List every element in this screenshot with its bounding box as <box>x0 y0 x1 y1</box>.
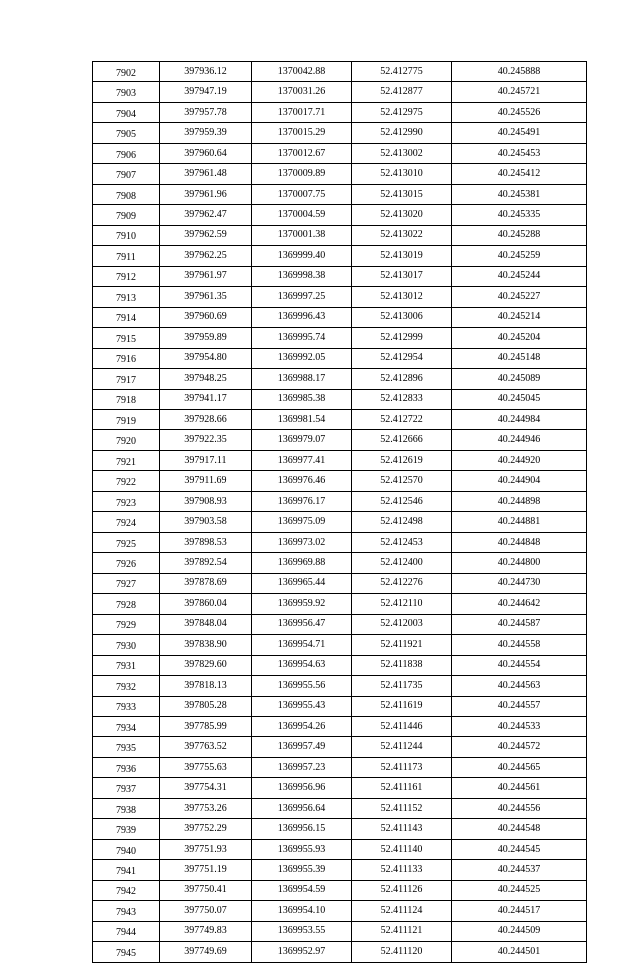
northing-cell: 1369955.56 <box>252 676 352 696</box>
longitude-cell: 40.244561 <box>452 778 587 798</box>
longitude-cell: 40.244898 <box>452 491 587 511</box>
point-id-cell: 7934 <box>93 717 160 737</box>
easting-cell: 397749.83 <box>160 921 252 941</box>
point-id-cell: 7942 <box>93 880 160 900</box>
table-row <box>93 82 587 102</box>
northing-cell: 1369969.88 <box>252 553 352 573</box>
longitude-cell: 40.244563 <box>452 676 587 696</box>
table-row <box>93 409 587 429</box>
northing-cell: 1369954.71 <box>252 635 352 655</box>
easting-cell: 397785.99 <box>160 717 252 737</box>
longitude-cell: 40.245148 <box>452 348 587 368</box>
table-row <box>93 798 587 818</box>
longitude-cell: 40.245089 <box>452 369 587 389</box>
latitude-cell: 52.413002 <box>352 143 452 163</box>
easting-cell: 397805.28 <box>160 696 252 716</box>
table-row <box>93 491 587 511</box>
northing-cell: 1370042.88 <box>252 62 352 82</box>
table-row <box>93 532 587 552</box>
easting-cell: 397954.80 <box>160 348 252 368</box>
easting-cell: 397959.39 <box>160 123 252 143</box>
point-id-cell: 7915 <box>93 328 160 348</box>
table-row <box>93 594 587 614</box>
longitude-cell: 40.244533 <box>452 717 587 737</box>
table-row <box>93 553 587 573</box>
latitude-cell: 52.411838 <box>352 655 452 675</box>
latitude-cell: 52.412999 <box>352 328 452 348</box>
longitude-cell: 40.244554 <box>452 655 587 675</box>
table-row <box>93 348 587 368</box>
easting-cell: 397751.19 <box>160 860 252 880</box>
northing-cell: 1369979.07 <box>252 430 352 450</box>
point-id-cell: 7944 <box>93 921 160 941</box>
northing-cell: 1369959.92 <box>252 594 352 614</box>
longitude-cell: 40.244904 <box>452 471 587 491</box>
longitude-cell: 40.244556 <box>452 798 587 818</box>
table-row <box>93 450 587 470</box>
table-row <box>93 614 587 634</box>
easting-cell: 397878.69 <box>160 573 252 593</box>
northing-cell: 1369955.39 <box>252 860 352 880</box>
latitude-cell: 52.413010 <box>352 164 452 184</box>
latitude-cell: 52.412833 <box>352 389 452 409</box>
longitude-cell: 40.244557 <box>452 696 587 716</box>
longitude-cell: 40.244558 <box>452 635 587 655</box>
table-row <box>93 307 587 327</box>
northing-cell: 1369981.54 <box>252 409 352 429</box>
easting-cell: 397962.25 <box>160 246 252 266</box>
northing-cell: 1369956.96 <box>252 778 352 798</box>
northing-cell: 1369954.10 <box>252 901 352 921</box>
longitude-cell: 40.244946 <box>452 430 587 450</box>
northing-cell: 1369985.38 <box>252 389 352 409</box>
longitude-cell: 40.244587 <box>452 614 587 634</box>
northing-cell: 1370017.71 <box>252 102 352 122</box>
longitude-cell: 40.245214 <box>452 307 587 327</box>
longitude-cell: 40.245045 <box>452 389 587 409</box>
latitude-cell: 52.411121 <box>352 921 452 941</box>
latitude-cell: 52.411446 <box>352 717 452 737</box>
easting-cell: 397752.29 <box>160 819 252 839</box>
point-id-cell: 7927 <box>93 573 160 593</box>
point-id-cell: 7922 <box>93 471 160 491</box>
point-id-cell: 7908 <box>93 184 160 204</box>
longitude-cell: 40.244501 <box>452 942 587 962</box>
easting-cell: 397961.96 <box>160 184 252 204</box>
longitude-cell: 40.244642 <box>452 594 587 614</box>
northing-cell: 1369997.25 <box>252 287 352 307</box>
latitude-cell: 52.411143 <box>352 819 452 839</box>
easting-cell: 397922.35 <box>160 430 252 450</box>
coordinates-table-body <box>93 62 587 963</box>
longitude-cell: 40.244920 <box>452 450 587 470</box>
point-id-cell: 7939 <box>93 819 160 839</box>
longitude-cell: 40.245244 <box>452 266 587 286</box>
latitude-cell: 52.411120 <box>352 942 452 962</box>
northing-cell: 1369965.44 <box>252 573 352 593</box>
longitude-cell: 40.244800 <box>452 553 587 573</box>
longitude-cell: 40.245888 <box>452 62 587 82</box>
northing-cell: 1369998.38 <box>252 266 352 286</box>
point-id-cell: 7941 <box>93 860 160 880</box>
easting-cell: 397898.53 <box>160 532 252 552</box>
table-row <box>93 921 587 941</box>
longitude-cell: 40.244545 <box>452 839 587 859</box>
longitude-cell: 40.244848 <box>452 532 587 552</box>
latitude-cell: 52.411152 <box>352 798 452 818</box>
point-id-cell: 7945 <box>93 942 160 962</box>
longitude-cell: 40.244984 <box>452 409 587 429</box>
table-row <box>93 676 587 696</box>
northing-cell: 1370009.89 <box>252 164 352 184</box>
easting-cell: 397755.63 <box>160 757 252 777</box>
easting-cell: 397908.93 <box>160 491 252 511</box>
northing-cell: 1369976.46 <box>252 471 352 491</box>
easting-cell: 397848.04 <box>160 614 252 634</box>
longitude-cell: 40.244730 <box>452 573 587 593</box>
latitude-cell: 52.413012 <box>352 287 452 307</box>
northing-cell: 1369957.49 <box>252 737 352 757</box>
point-id-cell: 7917 <box>93 369 160 389</box>
table-row <box>93 123 587 143</box>
easting-cell: 397751.93 <box>160 839 252 859</box>
point-id-cell: 7905 <box>93 123 160 143</box>
point-id-cell: 7935 <box>93 737 160 757</box>
latitude-cell: 52.412975 <box>352 102 452 122</box>
table-row <box>93 266 587 286</box>
longitude-cell: 40.244881 <box>452 512 587 532</box>
longitude-cell: 40.245335 <box>452 205 587 225</box>
table-row <box>93 184 587 204</box>
longitude-cell: 40.244517 <box>452 901 587 921</box>
latitude-cell: 52.412990 <box>352 123 452 143</box>
table-row <box>93 942 587 962</box>
northing-cell: 1370031.26 <box>252 82 352 102</box>
table-row <box>93 655 587 675</box>
point-id-cell: 7903 <box>93 82 160 102</box>
northing-cell: 1370015.29 <box>252 123 352 143</box>
latitude-cell: 52.411124 <box>352 901 452 921</box>
point-id-cell: 7904 <box>93 102 160 122</box>
table-row <box>93 860 587 880</box>
point-id-cell: 7902 <box>93 62 160 82</box>
table-row <box>93 737 587 757</box>
longitude-cell: 40.244572 <box>452 737 587 757</box>
point-id-cell: 7913 <box>93 287 160 307</box>
table-row <box>93 717 587 737</box>
table-row <box>93 287 587 307</box>
easting-cell: 397959.89 <box>160 328 252 348</box>
point-id-cell: 7906 <box>93 143 160 163</box>
latitude-cell: 52.412775 <box>352 62 452 82</box>
point-id-cell: 7919 <box>93 409 160 429</box>
point-id-cell: 7920 <box>93 430 160 450</box>
northing-cell: 1369996.43 <box>252 307 352 327</box>
easting-cell: 397957.78 <box>160 102 252 122</box>
table-row <box>93 696 587 716</box>
point-id-cell: 7932 <box>93 676 160 696</box>
table-row <box>93 328 587 348</box>
northing-cell: 1370004.59 <box>252 205 352 225</box>
table-row <box>93 471 587 491</box>
latitude-cell: 52.412110 <box>352 594 452 614</box>
northing-cell: 1369952.97 <box>252 942 352 962</box>
easting-cell: 397911.69 <box>160 471 252 491</box>
point-id-cell: 7937 <box>93 778 160 798</box>
latitude-cell: 52.411619 <box>352 696 452 716</box>
northing-cell: 1369976.17 <box>252 491 352 511</box>
easting-cell: 397829.60 <box>160 655 252 675</box>
northing-cell: 1370007.75 <box>252 184 352 204</box>
point-id-cell: 7929 <box>93 614 160 634</box>
table-row <box>93 635 587 655</box>
latitude-cell: 52.412722 <box>352 409 452 429</box>
easting-cell: 397917.11 <box>160 450 252 470</box>
easting-cell: 397962.47 <box>160 205 252 225</box>
latitude-cell: 52.413019 <box>352 246 452 266</box>
easting-cell: 397860.04 <box>160 594 252 614</box>
latitude-cell: 52.411133 <box>352 860 452 880</box>
point-id-cell: 7931 <box>93 655 160 675</box>
longitude-cell: 40.244565 <box>452 757 587 777</box>
easting-cell: 397750.07 <box>160 901 252 921</box>
point-id-cell: 7911 <box>93 246 160 266</box>
northing-cell: 1369992.05 <box>252 348 352 368</box>
table-row <box>93 369 587 389</box>
latitude-cell: 52.412619 <box>352 450 452 470</box>
easting-cell: 397903.58 <box>160 512 252 532</box>
northing-cell: 1369975.09 <box>252 512 352 532</box>
easting-cell: 397749.69 <box>160 942 252 962</box>
easting-cell: 397750.41 <box>160 880 252 900</box>
easting-cell: 397838.90 <box>160 635 252 655</box>
point-id-cell: 7923 <box>93 491 160 511</box>
point-id-cell: 7933 <box>93 696 160 716</box>
point-id-cell: 7918 <box>93 389 160 409</box>
table-row <box>93 778 587 798</box>
easting-cell: 397961.48 <box>160 164 252 184</box>
latitude-cell: 52.412400 <box>352 553 452 573</box>
latitude-cell: 52.411173 <box>352 757 452 777</box>
northing-cell: 1369954.59 <box>252 880 352 900</box>
table-row <box>93 102 587 122</box>
latitude-cell: 52.412570 <box>352 471 452 491</box>
northing-cell: 1369954.26 <box>252 717 352 737</box>
table-row <box>93 205 587 225</box>
longitude-cell: 40.245204 <box>452 328 587 348</box>
northing-cell: 1369956.15 <box>252 819 352 839</box>
point-id-cell: 7909 <box>93 205 160 225</box>
longitude-cell: 40.244537 <box>452 860 587 880</box>
point-id-cell: 7930 <box>93 635 160 655</box>
table-row <box>93 246 587 266</box>
point-id-cell: 7912 <box>93 266 160 286</box>
easting-cell: 397892.54 <box>160 553 252 573</box>
easting-cell: 397753.26 <box>160 798 252 818</box>
latitude-cell: 52.411126 <box>352 880 452 900</box>
table-row <box>93 164 587 184</box>
point-id-cell: 7907 <box>93 164 160 184</box>
table-row <box>93 880 587 900</box>
table-row <box>93 512 587 532</box>
point-id-cell: 7921 <box>93 450 160 470</box>
longitude-cell: 40.244548 <box>452 819 587 839</box>
northing-cell: 1369955.93 <box>252 839 352 859</box>
table-row <box>93 839 587 859</box>
latitude-cell: 52.413020 <box>352 205 452 225</box>
northing-cell: 1369988.17 <box>252 369 352 389</box>
easting-cell: 397961.97 <box>160 266 252 286</box>
coordinates-table <box>92 61 587 963</box>
latitude-cell: 52.411161 <box>352 778 452 798</box>
table-row <box>93 225 587 245</box>
point-id-cell: 7910 <box>93 225 160 245</box>
point-id-cell: 7928 <box>93 594 160 614</box>
latitude-cell: 52.411735 <box>352 676 452 696</box>
longitude-cell: 40.245412 <box>452 164 587 184</box>
point-id-cell: 7943 <box>93 901 160 921</box>
easting-cell: 397962.59 <box>160 225 252 245</box>
table-row <box>93 573 587 593</box>
northing-cell: 1369977.41 <box>252 450 352 470</box>
latitude-cell: 52.412877 <box>352 82 452 102</box>
latitude-cell: 52.411244 <box>352 737 452 757</box>
point-id-cell: 7926 <box>93 553 160 573</box>
table-row <box>93 389 587 409</box>
easting-cell: 397947.19 <box>160 82 252 102</box>
latitude-cell: 52.412003 <box>352 614 452 634</box>
latitude-cell: 52.412954 <box>352 348 452 368</box>
point-id-cell: 7925 <box>93 532 160 552</box>
longitude-cell: 40.244509 <box>452 921 587 941</box>
point-id-cell: 7936 <box>93 757 160 777</box>
latitude-cell: 52.411921 <box>352 635 452 655</box>
longitude-cell: 40.245721 <box>452 82 587 102</box>
longitude-cell: 40.245491 <box>452 123 587 143</box>
point-id-cell: 7916 <box>93 348 160 368</box>
easting-cell: 397960.64 <box>160 143 252 163</box>
easting-cell: 397936.12 <box>160 62 252 82</box>
latitude-cell: 52.412276 <box>352 573 452 593</box>
table-row <box>93 901 587 921</box>
longitude-cell: 40.244525 <box>452 880 587 900</box>
table-row <box>93 430 587 450</box>
longitude-cell: 40.245381 <box>452 184 587 204</box>
table-row <box>93 819 587 839</box>
northing-cell: 1369956.47 <box>252 614 352 634</box>
longitude-cell: 40.245259 <box>452 246 587 266</box>
easting-cell: 397948.25 <box>160 369 252 389</box>
latitude-cell: 52.412498 <box>352 512 452 532</box>
northing-cell: 1369956.64 <box>252 798 352 818</box>
northing-cell: 1369953.55 <box>252 921 352 941</box>
easting-cell: 397960.69 <box>160 307 252 327</box>
easting-cell: 397961.35 <box>160 287 252 307</box>
easting-cell: 397763.52 <box>160 737 252 757</box>
longitude-cell: 40.245227 <box>452 287 587 307</box>
northing-cell: 1369995.74 <box>252 328 352 348</box>
northing-cell: 1369954.63 <box>252 655 352 675</box>
northing-cell: 1370001.38 <box>252 225 352 245</box>
northing-cell: 1370012.67 <box>252 143 352 163</box>
latitude-cell: 52.413017 <box>352 266 452 286</box>
latitude-cell: 52.413015 <box>352 184 452 204</box>
longitude-cell: 40.245288 <box>452 225 587 245</box>
northing-cell: 1369999.40 <box>252 246 352 266</box>
point-id-cell: 7914 <box>93 307 160 327</box>
easting-cell: 397928.66 <box>160 409 252 429</box>
northing-cell: 1369957.23 <box>252 757 352 777</box>
point-id-cell: 7938 <box>93 798 160 818</box>
longitude-cell: 40.245526 <box>452 102 587 122</box>
latitude-cell: 52.412896 <box>352 369 452 389</box>
northing-cell: 1369955.43 <box>252 696 352 716</box>
latitude-cell: 52.412546 <box>352 491 452 511</box>
easting-cell: 397754.31 <box>160 778 252 798</box>
table-row <box>93 757 587 777</box>
table-row <box>93 62 587 82</box>
latitude-cell: 52.411140 <box>352 839 452 859</box>
latitude-cell: 52.412453 <box>352 532 452 552</box>
northing-cell: 1369973.02 <box>252 532 352 552</box>
longitude-cell: 40.245453 <box>452 143 587 163</box>
table-row <box>93 143 587 163</box>
latitude-cell: 52.413022 <box>352 225 452 245</box>
latitude-cell: 52.412666 <box>352 430 452 450</box>
latitude-cell: 52.413006 <box>352 307 452 327</box>
easting-cell: 397941.17 <box>160 389 252 409</box>
point-id-cell: 7924 <box>93 512 160 532</box>
point-id-cell: 7940 <box>93 839 160 859</box>
easting-cell: 397818.13 <box>160 676 252 696</box>
